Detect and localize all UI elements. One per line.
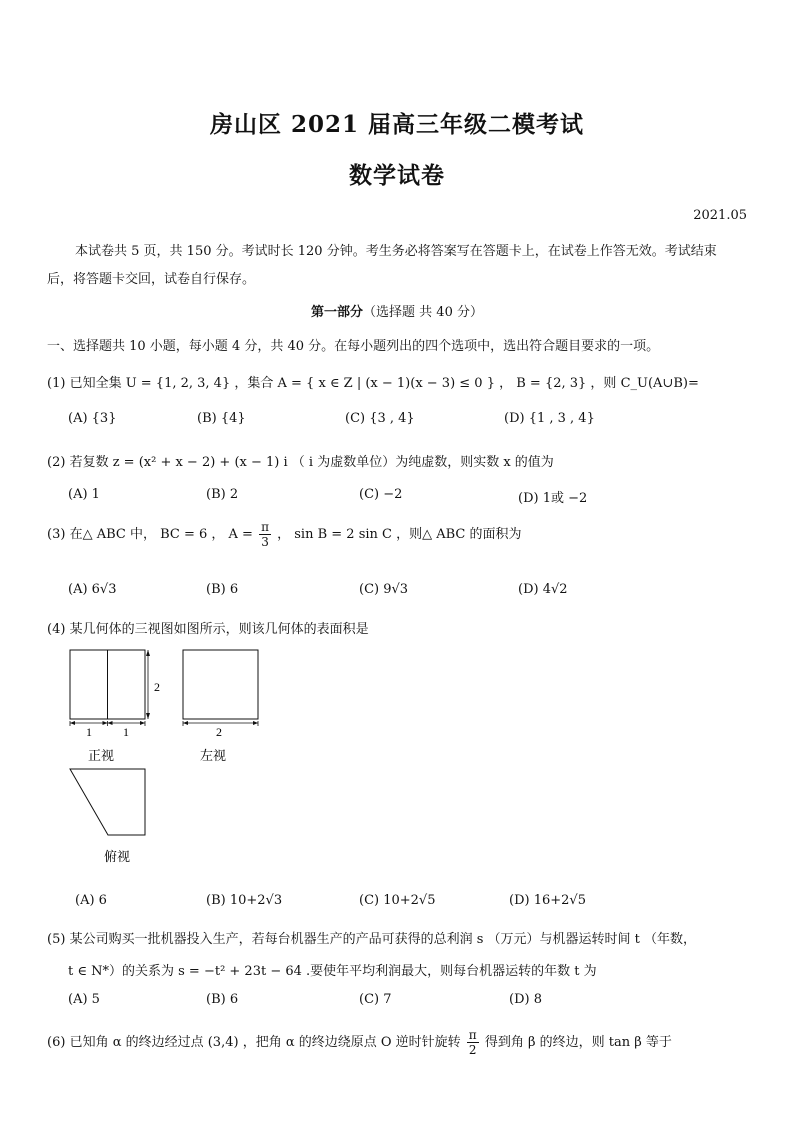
question-number: (2) <box>47 455 66 470</box>
q4-option-d: (D) 16+2√5 <box>509 893 586 908</box>
question-6 <box>47 1028 672 1057</box>
q2-option-c: (C) −2 <box>359 487 403 502</box>
q1-option-b: (B) {4} <box>197 411 246 426</box>
instructions-line-1: 本试卷共 5 页，共 150 分。考试时长 120 分钟。考生务必将答案写在答题卡上，在试卷上作答无效。考试结束 <box>75 244 717 259</box>
arrow-head <box>183 721 188 725</box>
arrow-head <box>70 721 75 725</box>
question-number: (6) <box>47 1035 66 1050</box>
question-4 <box>47 618 369 637</box>
question-5 <box>47 928 696 947</box>
q2-option-a: (A) 1 <box>68 487 100 502</box>
question-stem-part-2: ， sin B = 2 sin C ，则△ ABC 的面积为 <box>277 527 522 542</box>
dim-front-right: 1 <box>123 725 129 739</box>
question-stem: 已知全集 U = {1, 2, 3, 4} ，集合 A = { x ∈ Z | (x − 1)(x − 3) ≤ 0 } ， B = {2, 3} ，则 C_U(A∪B)= <box>69 376 699 391</box>
three-view-figure <box>60 640 280 870</box>
fraction-numerator: π <box>261 520 269 534</box>
q5-option-b: (B) 6 <box>206 992 239 1007</box>
q1-option-a: (A) {3} <box>68 411 117 426</box>
arrow-head <box>103 721 108 725</box>
question-stem: 若复数 z = (x² + x − 2) + (x − 1) i （ i 为虚数单位）为纯虚数，则实数 x 的值为 <box>69 455 554 470</box>
exam-date: 2021.05 <box>693 208 747 223</box>
exam-title: 房山区 2021 届高三年级二模考试 <box>209 111 585 138</box>
q1-option-c: (C) {3 , 4} <box>345 411 415 426</box>
arrow-head <box>146 713 150 719</box>
front-view-label: 正视 <box>88 748 115 763</box>
question-number: (1) <box>47 376 66 391</box>
top-view <box>70 769 145 864</box>
fraction-denominator: 3 <box>261 535 269 549</box>
side-view <box>183 650 258 763</box>
q2-option-d: (D) 1或 −2 <box>518 491 588 506</box>
dim-front-left: 1 <box>86 725 92 739</box>
top-view-outline <box>70 769 145 835</box>
q3-option-c: (C) 9√3 <box>359 582 409 597</box>
exam-subtitle: 数学试卷 <box>349 162 445 189</box>
section-heading: 一、选择题共 10 小题，每小题 4 分，共 40 分。在每小题列出的四个选项中，选出符合题目要求的一项。 <box>47 339 660 354</box>
question-3 <box>47 520 522 549</box>
q2-option-b: (B) 2 <box>206 487 239 502</box>
fraction-denominator: 2 <box>468 1043 477 1057</box>
q3-option-b: (B) 6 <box>206 582 239 597</box>
fraction <box>259 520 271 549</box>
dim-front-height: 2 <box>154 680 160 694</box>
question-stem-part-2: 得到角 β 的终边，则 tan β 等于 <box>484 1035 672 1050</box>
part-note: （选择题 共 40 分） <box>363 305 483 320</box>
question-stem-part-1: 已知角 α 的终边经过点 (3,4) ，把角 α 的终边绕原点 O 逆时针旋转 <box>69 1035 461 1050</box>
side-view-label: 左视 <box>200 748 227 763</box>
part-title: 第一部分 <box>311 305 364 320</box>
q5-option-c: (C) 7 <box>359 992 392 1007</box>
instructions-line-2: 后，将答题卡交回，试卷自行保存。 <box>47 272 256 287</box>
top-view-label: 俯视 <box>104 849 131 864</box>
question-stem-line-1: 某公司购买一批机器投入生产，若每台机器生产的产品可获得的总利润 s （万元）与机器运转时间 t （年数， <box>69 932 696 947</box>
front-view <box>70 650 160 763</box>
q5-option-a: (A) 5 <box>68 992 100 1007</box>
q1-option-d: (D) {1 , 3 , 4} <box>504 411 595 426</box>
question-stem-part-1: 在△ ABC 中， BC = 6 ， A = <box>69 527 253 542</box>
q4-option-a: (A) 6 <box>75 893 107 908</box>
arrow-head <box>140 721 145 725</box>
question-number: (5) <box>47 932 66 947</box>
question-number: (3) <box>47 527 66 542</box>
side-view-outline <box>183 650 258 719</box>
question-stem: 某几何体的三视图如图所示，则该几何体的表面积是 <box>69 622 369 637</box>
question-1 <box>47 372 699 391</box>
fraction-numerator: π <box>468 1028 477 1042</box>
arrow-head <box>253 721 258 725</box>
q5-option-d: (D) 8 <box>509 992 542 1007</box>
question-2 <box>47 451 554 470</box>
question-5-line-2: t ∈ N*）的关系为 s = −t² + 23t − 64 .要使年平均利润最大，则每台机器运转的年数 t 为 <box>68 964 597 979</box>
dim-side-width: 2 <box>216 725 222 739</box>
q4-option-c: (C) 10+2√5 <box>359 893 436 908</box>
arrow-head <box>146 650 150 656</box>
q3-option-a: (A) 6√3 <box>68 582 117 597</box>
question-number: (4) <box>47 622 66 637</box>
q4-option-b: (B) 10+2√3 <box>206 893 283 908</box>
arrow-head <box>108 721 113 725</box>
part-heading <box>0 301 794 320</box>
fraction <box>467 1028 479 1057</box>
q3-option-d: (D) 4√2 <box>518 582 568 597</box>
